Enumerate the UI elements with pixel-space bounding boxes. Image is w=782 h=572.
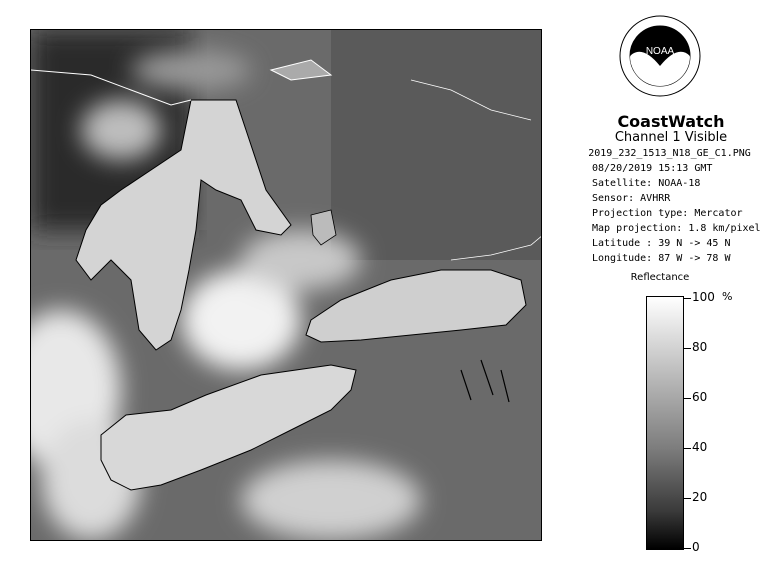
longitude-range: Longitude: 87 W -> 78 W — [592, 253, 731, 264]
colorbar-tick — [684, 298, 691, 299]
colorbar-tick — [684, 398, 691, 399]
satellite-info: Satellite: NOAA-18 — [592, 178, 701, 189]
map-projection: Map projection: 1.8 km/pixel — [592, 223, 761, 234]
product-title: CoastWatch — [617, 112, 725, 131]
reflectance-colorbar — [646, 296, 684, 550]
sensor-info: Sensor: AVHRR — [592, 193, 671, 204]
latitude-range: Latitude : 39 N -> 45 N — [592, 238, 731, 249]
colorbar-tick — [684, 348, 691, 349]
colorbar-tick — [684, 498, 691, 499]
channel-label: Channel 1 Visible — [614, 130, 728, 145]
noaa-logo-text: NOAA — [645, 46, 675, 57]
colorbar-tick-label: 80 — [692, 340, 708, 354]
colorbar-tick — [684, 448, 691, 449]
colorbar-tick-label: 40 — [692, 440, 708, 454]
acquisition-datetime: 08/20/2019 15:13 GMT — [592, 163, 713, 174]
satellite-image — [30, 29, 542, 541]
noaa-logo-icon — [618, 14, 702, 98]
colorbar-tick-label: 100 — [692, 290, 715, 304]
projection-type: Projection type: Mercator — [592, 208, 743, 219]
colorbar-tick — [684, 548, 691, 549]
file-name: 2019_232_1513_N18_GE_C1.PNG — [588, 148, 751, 159]
colorbar-tick-label: 20 — [692, 490, 708, 504]
satellite-scene — [31, 30, 542, 541]
colorbar-unit: % — [722, 290, 733, 303]
colorbar-tick-label: 60 — [692, 390, 708, 404]
colorbar-label: Reflectance — [630, 272, 690, 283]
colorbar-tick-label: 0 — [692, 540, 700, 554]
